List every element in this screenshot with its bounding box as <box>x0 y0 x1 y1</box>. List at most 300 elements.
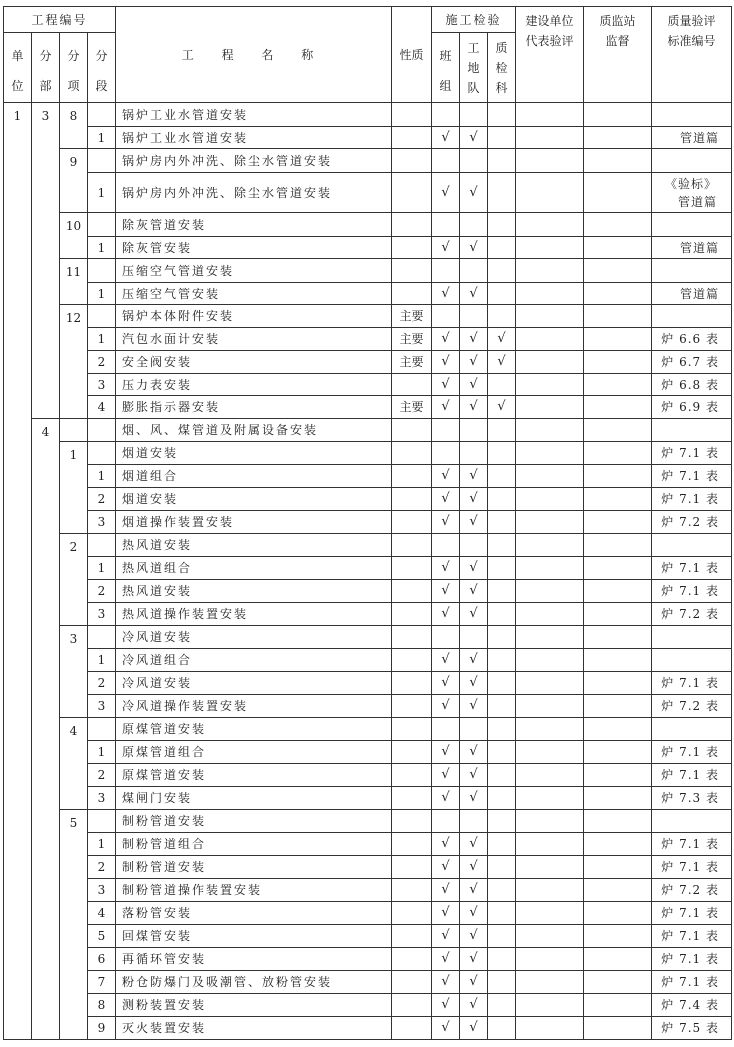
team-check: √ <box>432 994 460 1017</box>
section-code: 3 <box>88 695 116 718</box>
project-name-cell: 原煤管道安装 <box>116 718 392 741</box>
team-check <box>432 534 460 557</box>
project-name-cell: 热风道组合 <box>116 557 392 580</box>
nature-cell <box>392 488 432 511</box>
project-name-cell: 热风道安装 <box>116 534 392 557</box>
nature-cell <box>392 557 432 580</box>
header-item-l1: 分 <box>67 48 80 63</box>
nature-cell <box>392 879 432 902</box>
team-check <box>432 419 460 442</box>
nature-cell <box>392 534 432 557</box>
site-check: √ <box>460 396 488 419</box>
qc-check <box>488 173 516 213</box>
table-row <box>4 580 732 603</box>
table-row <box>4 127 732 149</box>
table-row <box>4 971 732 994</box>
header-qc-l3: 科 <box>495 80 508 95</box>
item-code-11: 11 <box>60 259 88 305</box>
project-name-cell: 除灰管安装 <box>116 237 392 259</box>
team-check: √ <box>432 374 460 396</box>
site-check: √ <box>460 994 488 1017</box>
standard-cell <box>652 649 732 672</box>
nature-cell <box>392 259 432 283</box>
section-code: 2 <box>88 488 116 511</box>
project-name-cell: 烟道安装 <box>116 442 392 465</box>
nature-cell <box>392 672 432 695</box>
table-row <box>4 465 732 488</box>
project-name-cell: 压缩空气管道安装 <box>116 259 392 283</box>
station-cell <box>584 948 652 971</box>
nature-cell <box>392 419 432 442</box>
owner-cell <box>516 695 584 718</box>
project-name-cell: 制粉管道安装 <box>116 856 392 879</box>
site-check <box>460 419 488 442</box>
table-row <box>4 741 732 764</box>
qc-check <box>488 374 516 396</box>
header-nature: 性质 <box>392 7 432 103</box>
site-check: √ <box>460 925 488 948</box>
qc-check <box>488 127 516 149</box>
section-code: 4 <box>88 902 116 925</box>
site-check <box>460 718 488 741</box>
nature-cell <box>392 994 432 1017</box>
site-check: √ <box>460 879 488 902</box>
site-check: √ <box>460 173 488 213</box>
header-section <box>88 33 116 103</box>
section-code <box>88 103 116 127</box>
header-unit-l1: 单 <box>11 48 24 63</box>
site-check <box>460 810 488 833</box>
station-cell <box>584 351 652 374</box>
project-name-cell: 冷风道操作装置安装 <box>116 695 392 718</box>
nature-cell <box>392 787 432 810</box>
team-check: √ <box>432 695 460 718</box>
site-check <box>460 626 488 649</box>
standard-cell: 炉 7.2 表 <box>652 695 732 718</box>
section-code: 3 <box>88 374 116 396</box>
qc-check <box>488 465 516 488</box>
station-cell <box>584 127 652 149</box>
site-check <box>460 103 488 127</box>
project-name-cell: 再循环管安装 <box>116 948 392 971</box>
site-check: √ <box>460 237 488 259</box>
header-team-l1: 班 <box>439 48 452 63</box>
header-project-name: 工 程 名 称 <box>116 7 392 103</box>
site-check: √ <box>460 856 488 879</box>
qc-check: √ <box>488 351 516 374</box>
header-team-l2: 组 <box>439 78 452 93</box>
header-owner <box>516 7 584 103</box>
table-row <box>4 173 732 213</box>
nature-cell <box>392 580 432 603</box>
team-check: √ <box>432 649 460 672</box>
header-station-l1: 质监站 <box>599 14 636 28</box>
station-cell <box>584 283 652 305</box>
owner-cell <box>516 948 584 971</box>
header-standard <box>652 7 732 103</box>
standard-cell: 炉 7.1 表 <box>652 741 732 764</box>
project-name-cell: 锅炉房内外冲洗、除尘水管道安装 <box>116 173 392 213</box>
standard-cell: 炉 7.1 表 <box>652 442 732 465</box>
site-check <box>460 442 488 465</box>
nature-cell <box>392 603 432 626</box>
table-row <box>4 259 732 283</box>
station-cell <box>584 626 652 649</box>
nature-cell <box>392 127 432 149</box>
item-code-p4-3: 3 <box>60 626 88 718</box>
standard-cell: 炉 7.1 表 <box>652 557 732 580</box>
owner-cell <box>516 374 584 396</box>
site-check: √ <box>460 603 488 626</box>
standard-cell: 炉 7.1 表 <box>652 925 732 948</box>
team-check: √ <box>432 557 460 580</box>
standard-cell: 炉 7.1 表 <box>652 856 732 879</box>
section-code <box>88 419 116 442</box>
header-section-l1: 分 <box>95 48 108 63</box>
qc-check <box>488 213 516 237</box>
project-name-cell: 制粉管道安装 <box>116 810 392 833</box>
nature-cell <box>392 718 432 741</box>
nature-cell <box>392 626 432 649</box>
standard-cell: 炉 6.6 表 <box>652 328 732 351</box>
qc-check: √ <box>488 328 516 351</box>
team-check <box>432 442 460 465</box>
site-check: √ <box>460 695 488 718</box>
nature-cell <box>392 283 432 305</box>
section-code <box>88 259 116 283</box>
owner-cell <box>516 283 584 305</box>
table-row <box>4 557 732 580</box>
project-name-cell: 锅炉工业水管道安装 <box>116 127 392 149</box>
team-check <box>432 103 460 127</box>
nature-cell: 主要 <box>392 328 432 351</box>
owner-cell <box>516 557 584 580</box>
nature-cell <box>392 149 432 173</box>
owner-cell <box>516 511 584 534</box>
team-check: √ <box>432 833 460 856</box>
section-code: 2 <box>88 580 116 603</box>
table-row <box>4 948 732 971</box>
header-site <box>460 33 488 103</box>
owner-cell <box>516 351 584 374</box>
owner-cell <box>516 810 584 833</box>
section-code: 1 <box>88 283 116 305</box>
owner-cell <box>516 994 584 1017</box>
team-check: √ <box>432 741 460 764</box>
table-row <box>4 787 732 810</box>
header-site-l1: 工 <box>467 40 480 55</box>
project-name-cell: 冷风道安装 <box>116 626 392 649</box>
project-name-cell: 制粉管道操作装置安装 <box>116 879 392 902</box>
header-section-l2: 段 <box>95 78 108 93</box>
header-site-l2: 地 <box>467 60 480 75</box>
standard-cell: 炉 7.1 表 <box>652 833 732 856</box>
nature-cell <box>392 511 432 534</box>
station-cell <box>584 787 652 810</box>
nature-cell <box>392 833 432 856</box>
team-check: √ <box>432 879 460 902</box>
qc-check <box>488 856 516 879</box>
site-check: √ <box>460 787 488 810</box>
part-code-4: 4 <box>32 419 60 1040</box>
header-part-l2: 部 <box>39 78 52 93</box>
site-check: √ <box>460 374 488 396</box>
nature-cell <box>392 237 432 259</box>
project-name-cell: 热风道安装 <box>116 580 392 603</box>
project-name-cell: 锅炉工业水管道安装 <box>116 103 392 127</box>
section-code <box>88 149 116 173</box>
qc-check <box>488 1017 516 1040</box>
table-row <box>4 149 732 173</box>
qc-check <box>488 626 516 649</box>
nature-cell <box>392 103 432 127</box>
section-code: 1 <box>88 741 116 764</box>
project-name-cell: 烟道组合 <box>116 465 392 488</box>
project-name-cell: 回煤管安装 <box>116 925 392 948</box>
team-check: √ <box>432 488 460 511</box>
station-cell <box>584 557 652 580</box>
table-row <box>4 374 732 396</box>
owner-cell <box>516 672 584 695</box>
owner-cell <box>516 442 584 465</box>
header-qc-l2: 检 <box>495 60 508 75</box>
item-code-blank <box>60 419 88 442</box>
nature-cell: 主要 <box>392 305 432 328</box>
qc-check <box>488 283 516 305</box>
station-cell <box>584 173 652 213</box>
table-row <box>4 442 732 465</box>
station-cell <box>584 1017 652 1040</box>
station-cell <box>584 833 652 856</box>
qc-check <box>488 971 516 994</box>
site-check: √ <box>460 283 488 305</box>
header-construction-check: 施工检验 <box>432 7 516 33</box>
project-name-cell: 压力表安装 <box>116 374 392 396</box>
item-code-10: 10 <box>60 213 88 259</box>
owner-cell <box>516 649 584 672</box>
project-name-cell: 落粉管安装 <box>116 902 392 925</box>
qc-check <box>488 695 516 718</box>
owner-cell <box>516 718 584 741</box>
table-row <box>4 994 732 1017</box>
standard-cell <box>652 810 732 833</box>
table-row <box>4 237 732 259</box>
site-check: √ <box>460 511 488 534</box>
nature-cell <box>392 465 432 488</box>
table-row <box>4 213 732 237</box>
table-row <box>4 1017 732 1040</box>
section-code: 1 <box>88 649 116 672</box>
project-name-cell: 冷风道组合 <box>116 649 392 672</box>
site-check: √ <box>460 127 488 149</box>
team-check: √ <box>432 173 460 213</box>
header-standard-l1: 质量验评 <box>667 14 716 28</box>
standard-cell: 炉 7.1 表 <box>652 948 732 971</box>
team-check <box>432 718 460 741</box>
section-code: 3 <box>88 603 116 626</box>
project-name-cell: 测粉装置安装 <box>116 994 392 1017</box>
standard-cell: 炉 7.4 表 <box>652 994 732 1017</box>
team-check: √ <box>432 328 460 351</box>
section-code: 1 <box>88 127 116 149</box>
qc-check <box>488 534 516 557</box>
standard-cell: 炉 7.1 表 <box>652 580 732 603</box>
site-check <box>460 259 488 283</box>
team-check: √ <box>432 902 460 925</box>
project-name-cell: 烟道安装 <box>116 488 392 511</box>
site-check <box>460 213 488 237</box>
project-name-cell: 烟道操作装置安装 <box>116 511 392 534</box>
nature-cell <box>392 374 432 396</box>
table-row <box>4 328 732 351</box>
section-code: 1 <box>88 237 116 259</box>
table-row <box>4 283 732 305</box>
team-check: √ <box>432 1017 460 1040</box>
qc-check <box>488 511 516 534</box>
station-cell <box>584 328 652 351</box>
standard-cell: 炉 6.8 表 <box>652 374 732 396</box>
header-unit <box>4 33 32 103</box>
station-cell <box>584 695 652 718</box>
section-code <box>88 810 116 833</box>
table-row <box>4 764 732 787</box>
nature-cell <box>392 695 432 718</box>
section-code <box>88 718 116 741</box>
project-name-cell: 安全阀安装 <box>116 351 392 374</box>
nature-cell <box>392 925 432 948</box>
nature-cell <box>392 971 432 994</box>
team-check: √ <box>432 237 460 259</box>
station-cell <box>584 396 652 419</box>
team-check: √ <box>432 672 460 695</box>
section-code: 1 <box>88 833 116 856</box>
nature-cell <box>392 1017 432 1040</box>
station-cell <box>584 856 652 879</box>
station-cell <box>584 213 652 237</box>
standard-cell: 炉 6.9 表 <box>652 396 732 419</box>
standard-cell <box>652 173 732 213</box>
section-code <box>88 442 116 465</box>
station-cell <box>584 810 652 833</box>
qc-check <box>488 442 516 465</box>
section-code <box>88 534 116 557</box>
table-row <box>4 603 732 626</box>
qc-check <box>488 149 516 173</box>
standard-cell <box>652 103 732 127</box>
owner-cell <box>516 764 584 787</box>
site-check <box>460 305 488 328</box>
owner-cell <box>516 127 584 149</box>
site-check: √ <box>460 488 488 511</box>
owner-cell <box>516 328 584 351</box>
team-check: √ <box>432 971 460 994</box>
section-code: 3 <box>88 511 116 534</box>
station-cell <box>584 374 652 396</box>
qc-check <box>488 259 516 283</box>
team-check: √ <box>432 948 460 971</box>
item-code-12: 12 <box>60 305 88 419</box>
owner-cell <box>516 879 584 902</box>
nature-cell <box>392 649 432 672</box>
station-cell <box>584 672 652 695</box>
header-part-l1: 分 <box>39 48 52 63</box>
owner-cell <box>516 856 584 879</box>
table-row <box>4 672 732 695</box>
qc-check <box>488 787 516 810</box>
standard-cell: 炉 7.1 表 <box>652 465 732 488</box>
project-name-cell: 煤闸门安装 <box>116 787 392 810</box>
site-check: √ <box>460 649 488 672</box>
section-code: 3 <box>88 787 116 810</box>
header-item <box>60 33 88 103</box>
qc-check <box>488 603 516 626</box>
qc-check <box>488 994 516 1017</box>
owner-cell <box>516 465 584 488</box>
standard-cell: 炉 7.5 表 <box>652 1017 732 1040</box>
standard-cell <box>652 718 732 741</box>
project-name-cell: 汽包水面计安装 <box>116 328 392 351</box>
item-code-9: 9 <box>60 149 88 213</box>
header-part <box>32 33 60 103</box>
owner-cell <box>516 971 584 994</box>
header-station <box>584 7 652 103</box>
standard-cell: 炉 7.2 表 <box>652 879 732 902</box>
team-check: √ <box>432 396 460 419</box>
team-check <box>432 213 460 237</box>
owner-cell <box>516 787 584 810</box>
team-check: √ <box>432 580 460 603</box>
team-check: √ <box>432 351 460 374</box>
standard-cell <box>652 149 732 173</box>
owner-cell <box>516 103 584 127</box>
table-row <box>4 925 732 948</box>
station-cell <box>584 580 652 603</box>
standard-cell <box>652 419 732 442</box>
qc-check <box>488 649 516 672</box>
site-check: √ <box>460 833 488 856</box>
owner-cell <box>516 419 584 442</box>
team-check <box>432 626 460 649</box>
owner-cell <box>516 149 584 173</box>
section-code <box>88 213 116 237</box>
document-page <box>3 6 732 1040</box>
team-check: √ <box>432 127 460 149</box>
station-cell <box>584 305 652 328</box>
station-cell <box>584 534 652 557</box>
qc-check <box>488 764 516 787</box>
table-row <box>4 511 732 534</box>
site-check: √ <box>460 672 488 695</box>
site-check: √ <box>460 557 488 580</box>
standard-cell: 炉 7.3 表 <box>652 787 732 810</box>
station-cell <box>584 764 652 787</box>
nature-cell <box>392 764 432 787</box>
station-cell <box>584 259 652 283</box>
owner-cell <box>516 213 584 237</box>
station-cell <box>584 149 652 173</box>
qc-check <box>488 103 516 127</box>
qc-check <box>488 925 516 948</box>
table-row <box>4 718 732 741</box>
section-code: 8 <box>88 994 116 1017</box>
header-code-group: 工程编号 <box>4 7 116 33</box>
owner-cell <box>516 534 584 557</box>
owner-cell <box>516 925 584 948</box>
station-cell <box>584 603 652 626</box>
station-cell <box>584 103 652 127</box>
standard-cell: 炉 7.1 表 <box>652 902 732 925</box>
site-check: √ <box>460 328 488 351</box>
